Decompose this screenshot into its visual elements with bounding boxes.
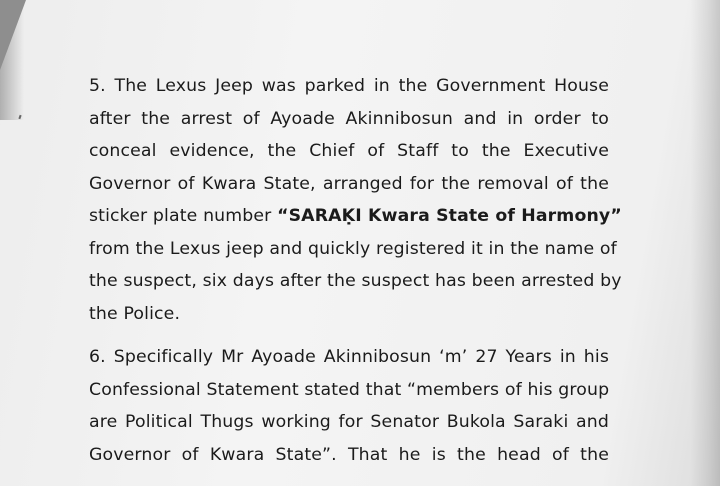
paragraph-5 <box>89 70 622 330</box>
paragraph-6-line: Governor of Kwara State”. That he is the head of the <box>89 444 609 465</box>
paragraph-5-line: conceal evidence, the Chief of Staff to the Executive <box>89 141 609 161</box>
paragraph-5-last-line: the Police. <box>89 303 181 324</box>
paragraph-5-line: from the Lexus jeep and quickly registered it in the name of <box>89 238 617 259</box>
page-corner-fold <box>0 0 26 70</box>
paragraph-6-line: Confessional Statement stated that “members of his group <box>89 379 610 400</box>
paragraph-6-line: are Political Thugs working for Senator Bukola Saraki and <box>89 412 609 432</box>
paragraph-5-line: after the arrest of Ayoade Akinnibosun and in order to <box>89 108 609 129</box>
paragraph-6 <box>89 341 609 471</box>
page-edge-shadow <box>690 0 720 486</box>
cut-off-next-line <box>89 478 609 486</box>
paragraph-5-line: 5. The Lexus Jeep was parked in the Government House <box>89 76 609 96</box>
plate-label-text: sticker plate number <box>89 206 278 226</box>
paragraph-6-line: 6. Specifically Mr Ayoade Akinnibosun ‘m’ 27 Years in his <box>89 347 609 367</box>
plate-number-bold: “SARAḲI Kwara State of Harmony” <box>277 206 622 226</box>
paragraph-5-line-with-bold <box>89 200 622 233</box>
paragraph-5-line: the suspect, six days after the suspect has been arrested by <box>89 271 622 291</box>
paragraph-5-line: Governor of Kwara State, arranged for the removal of the <box>89 173 609 194</box>
